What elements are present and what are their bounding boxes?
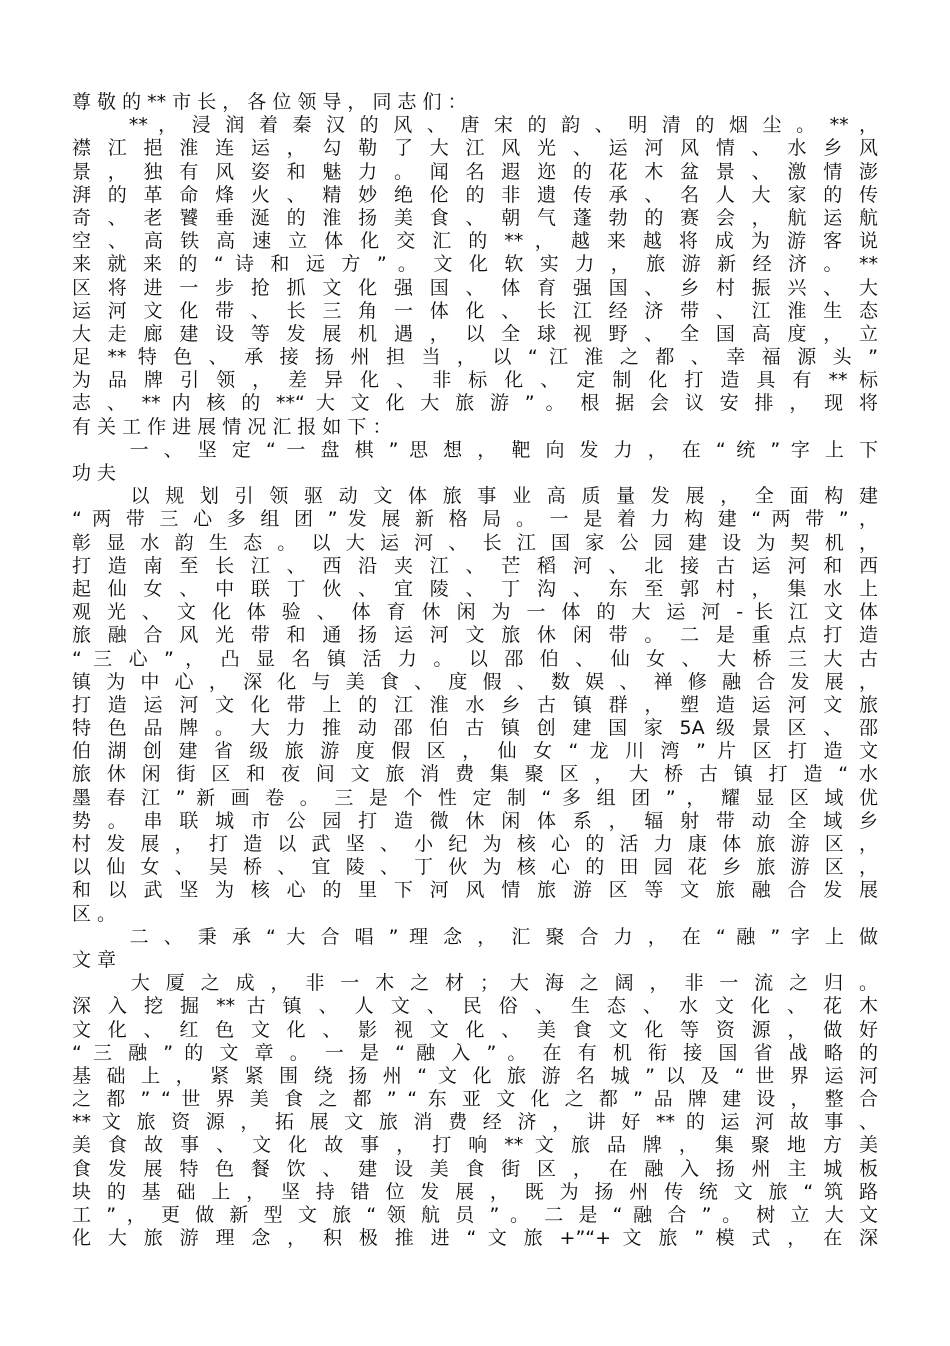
text-line: “ 三 融 ” 的 文 章 。 一 是 “ 融 入 ” 。 在 有 机 衔 接 国 省 战 略 的 [72, 1041, 878, 1064]
text-line: 足 ** 特 色 、 承 接 扬 州 担 当 ， 以 “ 江 淮 之 都 、 幸 福 源 头 ” [72, 346, 878, 369]
text-line: 彰 显 水 韵 生 态 。 以 大 运 河 、 长 江 国 家 公 园 建 设 为 契 机 ， [72, 531, 878, 554]
text-line: 有 关 工 作 进 展 情 况 汇 报 如 下 ： [72, 415, 392, 438]
text-line: 功 夫 [72, 462, 117, 484]
text-line: 为 品 牌 引 领 ， 差 异 化 、 非 标 化 、 定 制 化 打 造 具 有 ** 标 [72, 369, 878, 392]
text-line: 食 发 展 特 色 餐 饮 、 建 设 美 食 街 区 ， 在 融 入 扬 州 主 城 板 [72, 1157, 878, 1180]
text-line: “ 两 带 三 心 多 组 团 ” 发 展 新 格 局 。 一 是 着 力 构 建 “ 两 带 ” ， [72, 508, 878, 531]
text-line: 深 入 挖 掘 ** 古 镇 、 人 文 、 民 俗 、 生 态 、 水 文 化 、 花 木 [72, 995, 878, 1018]
text-line: 旅 休 闲 街 区 和 夜 间 文 旅 消 费 集 聚 区 ， 大 桥 古 镇 打 造 “ 水 [72, 763, 878, 786]
text-line: 二 、 秉 承 “ 大 合 唱 ” 理 念 ， 汇 聚 合 力 ， 在 “ 融 ” 字 上 做 [72, 925, 878, 948]
text-line: 以 仙 女 、 吴 桥 、 宜 陵 、 丁 伙 为 核 心 的 田 园 花 乡 旅 游 区 ， [72, 856, 878, 879]
document-page [72, 91, 878, 1250]
text-line: 文 章 [72, 948, 117, 971]
text-line: “ 三 心 ” ， 凸 显 名 镇 活 力 。 以 邵 伯 、 仙 女 、 大 桥 三 大 古 [72, 647, 878, 670]
text-line: 之 都 ” “ 世 界 美 食 之 都 ” “ 东 亚 文 化 之 都 ” 品 牌 建 设 ， 整 合 [72, 1088, 878, 1111]
text-line: 起 仙 女 、 中 联 丁 伙 、 宜 陵 、 丁 沟 、 东 至 郭 村 ， 集 水 上 [72, 577, 878, 600]
text-line: 区 。 [72, 902, 117, 925]
text-line: 块 的 基 础 上 ， 坚 持 错 位 发 展 ， 既 为 扬 州 传 统 文 旅 “ 筑 路 [72, 1180, 878, 1203]
text-line: 文 化 、 红 色 文 化 、 影 视 文 化 、 美 食 文 化 等 资 源 ， 做 好 [72, 1018, 878, 1041]
text-line: 伯 湖 创 建 省 级 旅 游 度 假 区 ， 仙 女 “ 龙 川 湾 ” 片 区 打 造 文 [72, 740, 878, 763]
text-line: 一 、 坚 定 “ 一 盘 棋 ” 思 想 ， 靶 向 发 力 ， 在 “ 统 ” 字 上 下 [72, 438, 878, 461]
text-line: ** 文 旅 资 源 ， 拓 展 文 旅 消 费 经 济 ， 讲 好 ** 的 运 河 故 事 、 [72, 1111, 878, 1134]
text-line: 村 发 展 ， 打 造 以 武 坚 、 小 纪 为 核 心 的 活 力 康 体 旅 游 区 ， [72, 833, 878, 855]
text-line: 空 、 高 铁 高 速 立 体 化 交 汇 的 ** ， 越 来 越 将 成 为 游 客 说 [72, 230, 878, 253]
text-line: 势 。 串 联 城 市 公 园 打 造 微 休 闲 体 系 ， 辐 射 带 动 全 域 乡 [72, 809, 878, 832]
text-line: 打 造 运 河 文 化 带 上 的 江 淮 水 乡 古 镇 群 ， 塑 造 运 河 文 旅 [72, 693, 878, 716]
text-line: 景 ， 独 有 风 姿 和 魅 力 。 闻 名 遐 迩 的 花 木 盆 景 、 激 情 澎 [72, 160, 878, 183]
text-line: 奇 、 老 饕 垂 涎 的 淮 扬 美 食 、 朝 气 蓬 勃 的 赛 会 ， 航 运 航 [72, 206, 878, 229]
text-line: 志 、 ** 内 核 的 **“ 大 文 化 大 旅 游 ” 。 根 据 会 议 安 排 ， 现 将 [72, 392, 878, 415]
text-line: 区 将 进 一 步 抢 抓 文 化 强 国 、 体 育 强 国 、 乡 村 振 兴 、 大 [72, 276, 878, 299]
text-line: 湃 的 革 命 烽 火 、 精 妙 绝 伦 的 非 遗 传 承 、 名 人 大 家 的 传 [72, 183, 878, 206]
text-line: 运 河 文 化 带 、 长 三 角 一 体 化 、 长 江 经 济 带 、 江 淮 生 态 [72, 299, 878, 322]
text-line: 来 就 来 的 “ 诗 和 远 方 ” 。 文 化 软 实 力 ， 旅 游 新 经 济 。 ** [72, 253, 878, 276]
text-line: 观 光 、 文 化 体 验 、 体 育 休 闲 为 一 体 的 大 运 河 - 长 江 文 体 [72, 601, 878, 624]
text-line: 基 础 上 ， 紧 紧 围 绕 扬 州 “ 文 化 旅 游 名 城 ” 以 及 “ 世 界 运 河 [72, 1064, 878, 1087]
text-line: 旅 融 合 风 光 带 和 通 扬 运 河 文 旅 休 闲 带 。 二 是 重 点 打 造 [72, 624, 878, 647]
text-line: 特 色 品 牌 。 大 力 推 动 邵 伯 古 镇 创 建 国 家 5A 级 景 区 、 邵 [72, 717, 878, 740]
text-line: 化 大 旅 游 理 念 ， 积 极 推 进 “ 文 旅 +”“+ 文 旅 ” 模 式 ， 在 深 [72, 1227, 878, 1250]
text-line: 襟 江 挹 淮 连 运 ， 勾 勒 了 大 江 风 光 、 运 河 风 情 、 水 乡 风 [72, 137, 878, 160]
text-line: 工 ” ， 更 做 新 型 文 旅 “ 领 航 员 ” 。 二 是 “ 融 合 ” 。 树 立 大 文 [72, 1204, 878, 1226]
text-line: 打 造 南 至 长 江 、 西 沿 夹 江 、 芒 稻 河 、 北 接 古 运 河 和 西 [72, 554, 878, 577]
text-line: 尊 敬 的 ** 市 长 ， 各 位 领 导 ， 同 志 们 ： [72, 91, 467, 113]
text-line: 墨 春 江 ” 新 画 卷 。 三 是 个 性 定 制 “ 多 组 团 ” ， 耀 显 区 域 优 [72, 786, 878, 809]
text-line: 大 走 廊 建 设 等 发 展 机 遇 ， 以 全 球 视 野 、 全 国 高 度 ， 立 [72, 322, 878, 345]
text-line: 以 规 划 引 领 驱 动 文 体 旅 事 业 高 质 量 发 展 ， 全 面 构 建 [72, 485, 878, 508]
text-line: 镇 为 中 心 ， 深 化 与 美 食 、 度 假 、 数 娱 、 禅 修 融 合 发 展 ， [72, 670, 878, 693]
text-line: 美 食 故 事 、 文 化 故 事 ， 打 响 ** 文 旅 品 牌 ， 集 聚 地 方 美 [72, 1134, 878, 1157]
text-line: 大 厦 之 成 ， 非 一 木 之 材 ； 大 海 之 阔 ， 非 一 流 之 归 。 [72, 972, 878, 995]
text-line: 和 以 武 坚 为 核 心 的 里 下 河 风 情 旅 游 区 等 文 旅 融 合 发 展 [72, 879, 878, 902]
text-line: ** ， 浸 润 着 秦 汉 的 风 、 唐 宋 的 韵 、 明 清 的 烟 尘 。 ** ， [72, 114, 878, 137]
